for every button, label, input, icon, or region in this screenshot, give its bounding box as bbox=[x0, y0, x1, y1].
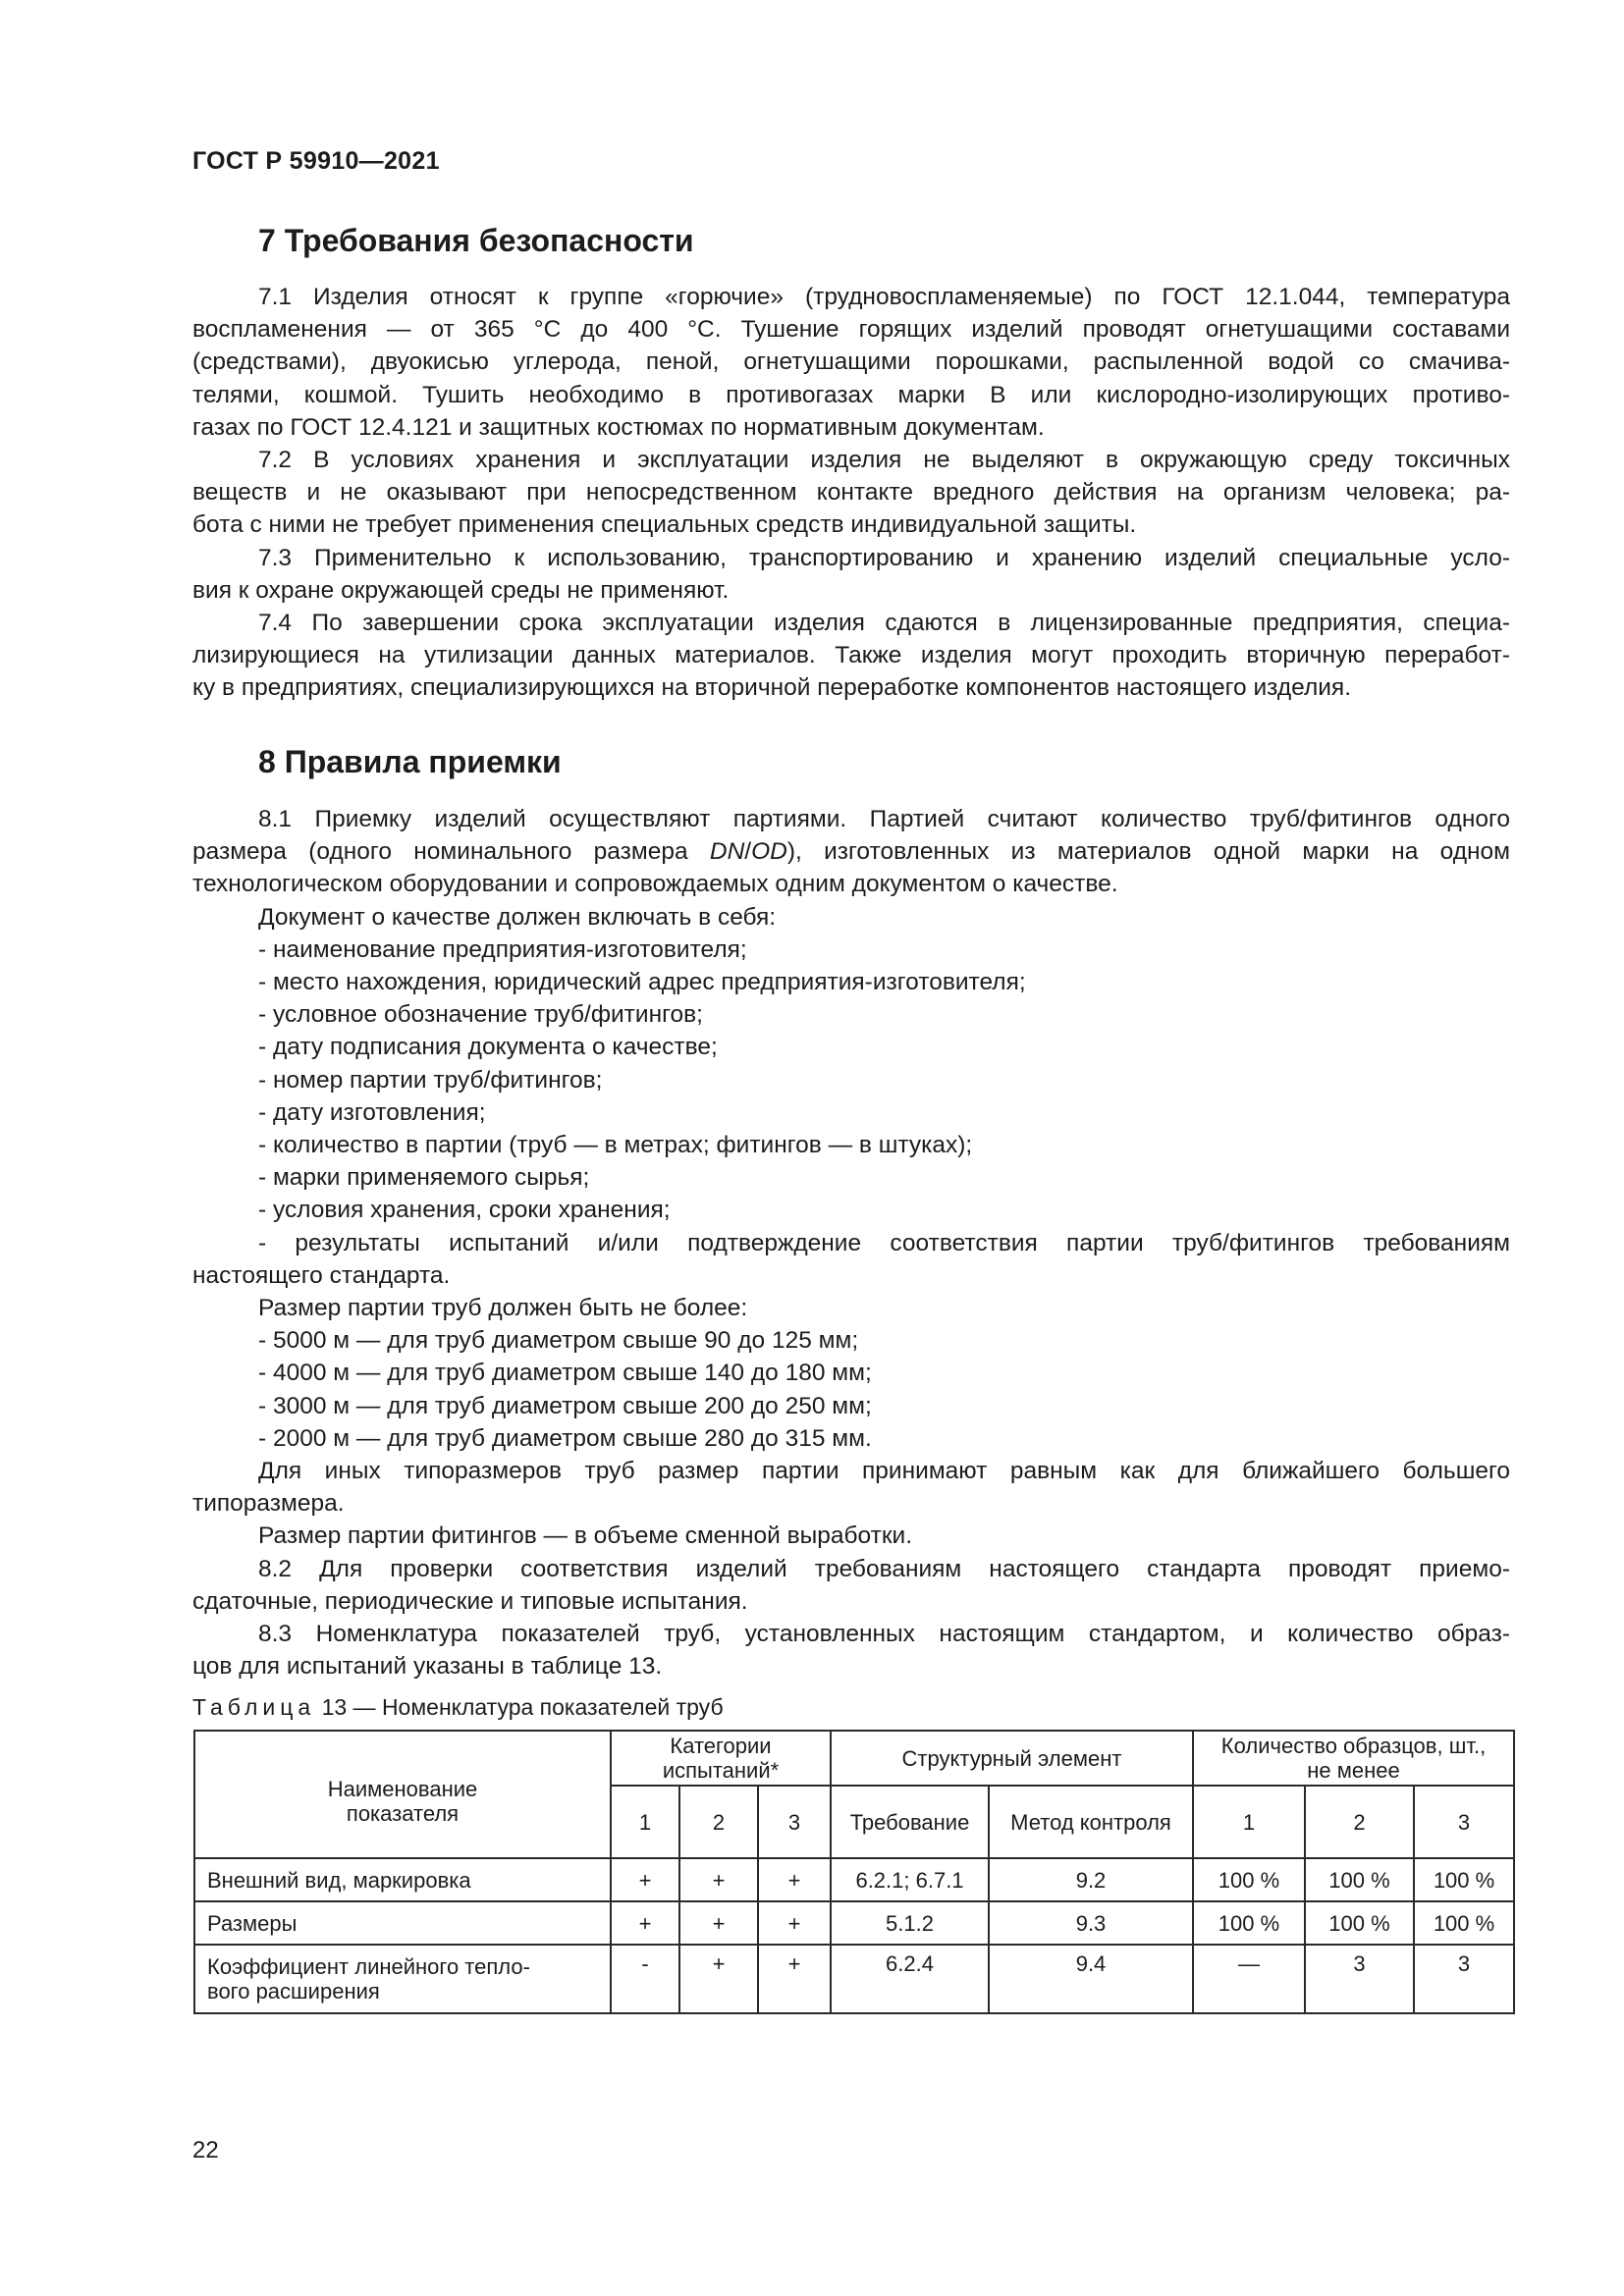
cell-q3: 3 bbox=[1414, 1945, 1514, 2013]
header-quantity-line: не менее bbox=[1307, 1758, 1400, 1783]
cell-q2: 100 % bbox=[1305, 1901, 1414, 1945]
cell-cat3: + bbox=[758, 1858, 831, 1901]
para-7-2-line: веществ и не оказывают при непосредственном контакте вредного действия на организм человека; ра- bbox=[192, 479, 1510, 507]
para-8-2-line: сдаточные, периодические и типовые испытания. bbox=[192, 1587, 748, 1615]
list-item: - 5000 м — для труб диаметром свыше 90 до 125 мм; bbox=[258, 1327, 859, 1355]
list-item: - номер партии труб/фитингов; bbox=[258, 1066, 603, 1094]
list-item: - дату подписания документа о качестве; bbox=[258, 1034, 718, 1061]
cell-requirement: 5.1.2 bbox=[831, 1901, 989, 1945]
list-item: - количество в партии (труб — в метрах; фитингов — в штуках); bbox=[258, 1132, 973, 1159]
para-7-4-line: ку в предприятиях, специализирующихся на вторичной переработке компонентов настоящего изделия. bbox=[192, 674, 1351, 702]
section-7-body bbox=[192, 281, 1510, 705]
list-item-continuation: настоящего стандарта. bbox=[192, 1261, 451, 1289]
cell-q3: 100 % bbox=[1414, 1901, 1514, 1945]
od-symbol: OD bbox=[751, 838, 787, 866]
header-quantity-3: 3 bbox=[1414, 1786, 1514, 1858]
table-row bbox=[194, 1901, 1514, 1945]
cell-name-line: вого расширения bbox=[207, 1979, 380, 2003]
header-categories-line: Категории bbox=[670, 1734, 772, 1758]
doc-intro: Документ о качестве должен включать в себя: bbox=[258, 903, 777, 931]
table-caption-prefix: Таблица bbox=[192, 1694, 316, 1720]
batch-intro: Размер партии труб должен быть не более: bbox=[258, 1295, 748, 1322]
header-category-3: 3 bbox=[758, 1786, 831, 1858]
para-7-1-line: газах по ГОСТ 12.4.121 и защитных костюмах по нормативным документам. bbox=[192, 413, 1045, 441]
para-8-1-text: ), изготовленных из материалов одной марки на одном bbox=[786, 838, 1511, 866]
para-8-2-line: 8.2 Для проверки соответствия изделий требованиям настоящего стандарта проводят приемо- bbox=[258, 1555, 1510, 1582]
header-requirement: Требование bbox=[831, 1786, 989, 1858]
cell-cat1: - bbox=[611, 1945, 679, 2013]
cell-requirement: 6.2.1; 6.7.1 bbox=[831, 1858, 989, 1901]
para-7-2-line: 7.2 В условиях хранения и эксплуатации изделия не выделяют в окружающую среду токсичных bbox=[258, 447, 1510, 474]
cell-name: Размеры bbox=[194, 1901, 611, 1945]
cell-method: 9.2 bbox=[989, 1858, 1193, 1901]
para-7-2-line: бота с ними не требует применения специальных средств индивидуальной защиты. bbox=[192, 511, 1137, 539]
para-8-1-line: технологическом оборудовании и сопровождаемых одним документом о качестве. bbox=[192, 871, 1118, 898]
header-sample-quantity bbox=[1193, 1731, 1514, 1786]
header-quantity-line: Количество образцов, шт., bbox=[1220, 1734, 1487, 1758]
cell-name bbox=[194, 1945, 611, 2013]
para-8-1-line bbox=[192, 835, 1510, 868]
header-quantity-1: 1 bbox=[1193, 1786, 1305, 1858]
list-item: - условия хранения, сроки хранения; bbox=[258, 1197, 671, 1224]
fittings-batch: Размер партии фитингов — в объеме сменной выработки. bbox=[258, 1522, 913, 1550]
para-7-4-line: лизирующиеся на утилизации данных материалов. Также изделия могут проходить вторичную переработ- bbox=[192, 642, 1510, 669]
para-7-1-line: 7.1 Изделия относят к группе «горючие» (трудновоспламеняемые) по ГОСТ 12.1.044, температура bbox=[258, 284, 1510, 310]
table-row bbox=[194, 1858, 1514, 1901]
section-8-body bbox=[192, 803, 1510, 1682]
para-7-1-line: (средствами), двуокисью углерода, пеной, огнетушащими порошками, распыленной водой со смачива- bbox=[192, 348, 1510, 376]
section-8-title: 8 Правила приемки bbox=[258, 744, 562, 779]
list-item: - 2000 м — для труб диаметром свыше 280 до 315 мм. bbox=[258, 1424, 872, 1452]
list-item: - место нахождения, юридический адрес предприятия-изготовителя; bbox=[258, 969, 1026, 996]
list-item: - 3000 м — для труб диаметром свыше 200 до 250 мм; bbox=[258, 1392, 872, 1419]
cell-cat1: + bbox=[611, 1901, 679, 1945]
cell-name-line: Коэффициент линейного тепло- bbox=[207, 1954, 530, 1979]
cell-cat2: + bbox=[679, 1901, 758, 1945]
table-row bbox=[194, 1945, 1514, 2013]
document-header: ГОСТ Р 59910—2021 bbox=[192, 147, 440, 175]
cell-method: 9.4 bbox=[989, 1945, 1193, 2013]
header-name-line: Наименование bbox=[327, 1777, 478, 1801]
header-category-2: 2 bbox=[679, 1786, 758, 1858]
other-sizes-line: типоразмера. bbox=[192, 1490, 345, 1518]
section-7-title: 7 Требования безопасности bbox=[258, 223, 694, 258]
header-name-line: показателя bbox=[346, 1801, 460, 1826]
header-name bbox=[194, 1731, 611, 1858]
para-8-1-text: размера (одного номинального размера bbox=[192, 838, 710, 866]
para-7-1-line: телями, кошмой. Тушить необходимо в противогазах марки В или кислородно-изолирующих противо- bbox=[192, 381, 1510, 408]
table-13 bbox=[193, 1730, 1515, 2014]
dn-symbol: DN bbox=[709, 838, 745, 866]
header-quantity-2: 2 bbox=[1305, 1786, 1414, 1858]
cell-cat3: + bbox=[758, 1901, 831, 1945]
cell-q3: 100 % bbox=[1414, 1858, 1514, 1901]
other-sizes-line: Для иных типоразмеров труб размер партии принимают равным как для ближайшего большего bbox=[258, 1458, 1510, 1485]
cell-cat3: + bbox=[758, 1945, 831, 2013]
cell-q1: — bbox=[1193, 1945, 1305, 2013]
cell-q2: 3 bbox=[1305, 1945, 1414, 2013]
table-caption bbox=[192, 1694, 724, 1721]
list-item: - 4000 м — для труб диаметром свыше 140 до 180 мм; bbox=[258, 1360, 872, 1387]
cell-q1: 100 % bbox=[1193, 1901, 1305, 1945]
table-header-row bbox=[194, 1731, 1514, 1786]
para-7-4-line: 7.4 По завершении срока эксплуатации изделия сдаются в лицензированные предприятия, специа- bbox=[258, 610, 1510, 637]
cell-cat2: + bbox=[679, 1858, 758, 1901]
list-item: - результаты испытаний и/или подтверждение соответствия партии труб/фитингов требованиям bbox=[258, 1229, 1510, 1256]
list-item: - условное обозначение труб/фитингов; bbox=[258, 1001, 703, 1029]
para-7-3-line: 7.3 Применительно к использованию, транспортированию и хранению изделий специальные усло- bbox=[258, 544, 1510, 571]
header-structural-element: Структурный элемент bbox=[831, 1731, 1193, 1786]
header-control-method: Метод контроля bbox=[989, 1786, 1193, 1858]
list-item: - наименование предприятия-изготовителя; bbox=[258, 935, 747, 963]
para-7-1-line: воспламенения — от 365 °С до 400 °С. Тушение горящих изделий проводят огнетушащими составами bbox=[192, 316, 1510, 344]
cell-cat1: + bbox=[611, 1858, 679, 1901]
cell-q1: 100 % bbox=[1193, 1858, 1305, 1901]
para-7-3-line: вия к охране окружающей среды не применяют. bbox=[192, 576, 730, 604]
slash: / bbox=[744, 838, 752, 866]
list-item: - дату изготовления; bbox=[258, 1098, 486, 1126]
cell-cat2: + bbox=[679, 1945, 758, 2013]
page-number: 22 bbox=[192, 2137, 219, 2163]
cell-name: Внешний вид, маркировка bbox=[194, 1858, 611, 1901]
para-8-3-line: 8.3 Номенклатура показателей труб, установленных настоящим стандартом, и количество образ- bbox=[258, 1621, 1510, 1648]
list-item: - марки применяемого сырья; bbox=[258, 1164, 590, 1192]
para-8-3-line: цов для испытаний указаны в таблице 13. bbox=[192, 1653, 663, 1681]
cell-requirement: 6.2.4 bbox=[831, 1945, 989, 2013]
header-categories-line: испытаний* bbox=[662, 1758, 780, 1783]
cell-method: 9.3 bbox=[989, 1901, 1193, 1945]
table-caption-text: 13 — Номенклатура показателей труб bbox=[315, 1694, 724, 1720]
cell-q2: 100 % bbox=[1305, 1858, 1414, 1901]
para-8-1-line: 8.1 Приемку изделий осуществляют партиями. Партией считают количество труб/фитингов одного bbox=[258, 806, 1510, 832]
header-category-1: 1 bbox=[611, 1786, 679, 1858]
header-categories bbox=[611, 1731, 831, 1786]
